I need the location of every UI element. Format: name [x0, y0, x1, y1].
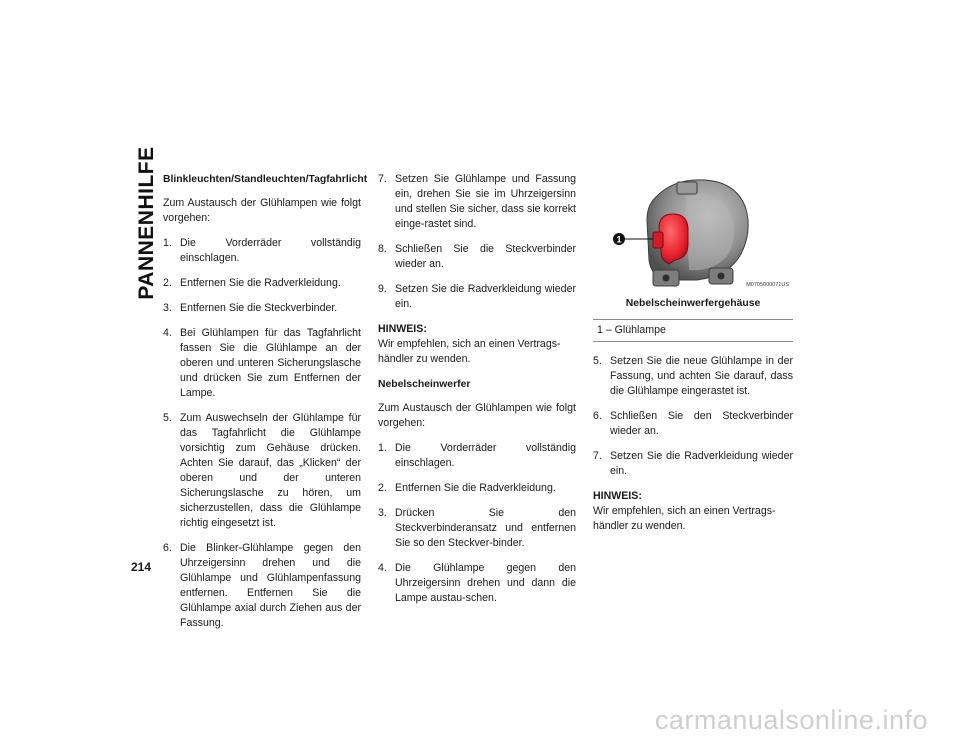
step-text: Entfernen Sie die Radverkleidung.	[180, 277, 341, 289]
note	[593, 489, 793, 534]
step-item	[378, 172, 576, 232]
section-side-tab-label: PANNENHILFE	[135, 146, 158, 300]
step-text: Schließen Sie die Steckverbinder wieder an.	[395, 243, 576, 270]
step-number: 3.	[378, 507, 387, 519]
step-item	[378, 481, 576, 496]
note-text: Wir empfehlen, sich an einen Vertrags-händler zu wenden.	[378, 338, 561, 365]
step-item	[163, 541, 361, 631]
step-list	[378, 172, 576, 312]
fog-lamp-housing-figure	[593, 172, 793, 292]
step-number: 6.	[593, 410, 602, 422]
step-number: 5.	[593, 355, 602, 367]
note	[378, 322, 576, 367]
step-item	[163, 276, 361, 291]
step-number: 4.	[163, 327, 172, 339]
intro-text: Zum Austausch der Glühlampen wie folgt vorgehen:	[378, 402, 576, 429]
step-item	[378, 561, 576, 606]
step-text: Setzen Sie die Radverkleidung wieder ein.	[395, 283, 576, 310]
step-item	[378, 441, 576, 471]
step-item	[163, 236, 361, 266]
note-label: HINWEIS:	[378, 323, 427, 335]
step-text: Schließen Sie den Steckverbinder wieder an.	[610, 410, 793, 437]
step-item	[593, 449, 793, 479]
step-text: Die Blinker-Glühlampe gegen den Uhrzeigersinn drehen und die Glühlampe und Glühlampenfassung entfernen. Entfernen Sie die Glühlampe axial durch Ziehen aus der Fassung.	[180, 542, 361, 629]
step-number: 1.	[163, 237, 172, 249]
step-text: Entfernen Sie die Steckverbinder.	[180, 302, 338, 314]
step-text: Die Glühlampe gegen den Uhrzeigersinn drehen und dann die Lampe austau-schen.	[395, 562, 576, 604]
step-text: Drücken Sie den Steckverbinderansatz und entfernen Sie so den Steckver-binder.	[395, 507, 576, 549]
step-number: 2.	[378, 482, 387, 494]
step-item	[163, 411, 361, 531]
figure-legend: 1 – Glühlampe	[593, 319, 793, 342]
note-text: Wir empfehlen, sich an einen Vertrags-händler zu wenden.	[593, 505, 776, 532]
column-1	[163, 172, 368, 641]
step-number: 6.	[163, 542, 172, 554]
note-label: HINWEIS:	[593, 490, 642, 502]
section-heading-nebelscheinwerfer: Nebelscheinwerfer	[378, 379, 471, 390]
step-text: Setzen Sie die Radverkleidung wieder ein.	[610, 450, 793, 477]
section-heading-blinkleuchten: Blinkleuchten/Standleuchten/Tagfahrlicht	[163, 174, 368, 185]
step-item	[163, 301, 361, 316]
step-number: 2.	[163, 277, 172, 289]
step-number: 8.	[378, 243, 387, 255]
step-list	[163, 236, 361, 631]
step-number: 9.	[378, 283, 387, 295]
step-number: 7.	[593, 450, 602, 462]
step-item	[378, 506, 576, 551]
fog-lamp-housing-illustration	[593, 172, 793, 290]
page-number: 214	[131, 560, 152, 574]
step-number: 7.	[378, 173, 387, 185]
step-text: Setzen Sie die neue Glühlampe in der Fassung, und achten Sie darauf, dass die Glühlampe eingerastet ist.	[610, 355, 793, 397]
step-text: Setzen Sie Glühlampe und Fassung ein, drehen Sie sie im Uhrzeigersinn und stellen Sie sicher, dass sie korrekt einge-rastet sind.	[395, 173, 576, 230]
section-side-tab	[135, 146, 158, 300]
step-number: 3.	[163, 302, 172, 314]
step-item	[593, 354, 793, 399]
step-number: 4.	[378, 562, 387, 574]
step-item	[378, 242, 576, 272]
step-text: Zum Auswechseln der Glühlampe für das Tagfahrlicht die Glühlampe vorsichtig zum Gehäuse drücken. Achten Sie darauf, das „Klicken“ der oberen und der unteren Sicherungslasche zu hören, um sicherzustellen, dass die Glühlampe richtig eingesetzt ist.	[180, 412, 361, 529]
step-text: Entfernen Sie die Radverkleidung.	[395, 482, 556, 494]
step-number: 5.	[163, 412, 172, 424]
step-text: Die Vorderräder vollständig einschlagen.	[180, 237, 361, 264]
callout-number: 1	[616, 234, 622, 245]
step-item	[378, 282, 576, 312]
step-list	[593, 354, 793, 479]
step-item	[163, 326, 361, 401]
intro-text: Zum Austausch der Glühlampen wie folgt vorgehen:	[163, 197, 361, 224]
figure-code: M0705000071US	[746, 282, 789, 288]
column-3	[593, 172, 793, 544]
figure-caption: Nebelscheinwerfergehäuse	[625, 298, 761, 309]
step-list	[378, 441, 576, 606]
column-2	[378, 172, 576, 616]
step-number: 1.	[378, 442, 387, 454]
step-item	[593, 409, 793, 439]
watermark: carmanualsonline.info	[654, 705, 928, 735]
step-text: Die Vorderräder vollständig einschlagen.	[395, 442, 576, 469]
step-text: Bei Glühlampen für das Tagfahrlicht fassen Sie die Glühlampe an der oberen und unteren Sicherungslasche und drücken Sie zum Entfernen der Lampe.	[180, 327, 361, 399]
